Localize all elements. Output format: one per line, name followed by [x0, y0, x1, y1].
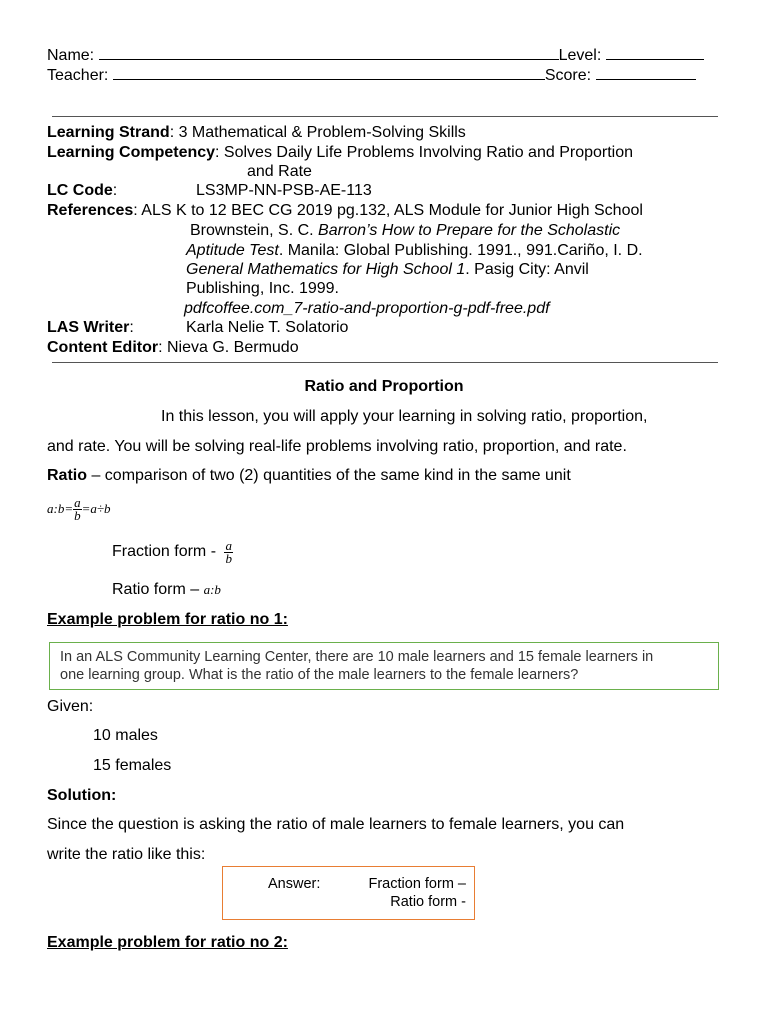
formula-fraction: $\frac{a}{b}$: [74, 494, 81, 523]
level-field[interactable]: [606, 44, 704, 60]
references-line-2: Brownstein, S. C. Barron’s How to Prepare for the Scholastic: [190, 222, 621, 239]
name-label: Name:: [47, 47, 95, 64]
las-writer: LAS Writer:: [47, 319, 134, 336]
references: References: ALS K to 12 BEC CG 2019 pg.132, ALS Module for Junior High School: [47, 202, 643, 219]
example1-heading: Example problem for ratio no 1:: [47, 611, 288, 628]
example1-problem-box: [49, 642, 719, 690]
lc-code-value: LS3MP-NN-PSB-AE-113: [196, 182, 372, 199]
teacher-row: [47, 64, 696, 85]
references-line-3: Aptitude Test. Manila: Global Publishing. 1991., 991.Cariño, I. D.: [186, 242, 643, 259]
bottom-divider: [52, 362, 718, 363]
example2-heading: Example problem for ratio no 2:: [47, 934, 288, 951]
las-writer-value: Karla Nelie T. Solatorio: [186, 319, 349, 336]
given-item-1: 10 males: [93, 727, 158, 744]
given-label: Given:: [47, 698, 94, 715]
ratio-form: Ratio form – a:b: [112, 581, 221, 598]
learning-competency: Learning Competency: Solves Daily Life Problems Involving Ratio and Proportion: [47, 144, 634, 161]
solution-line-2: write the ratio like this:: [47, 846, 206, 863]
given-item-2: 15 females: [93, 757, 172, 774]
score-field[interactable]: [596, 64, 696, 80]
solution-label: Solution:: [47, 787, 117, 804]
level-label: Level:: [558, 47, 602, 64]
answer-label: Answer:: [268, 876, 321, 892]
answer-ratio-form: Ratio form -: [390, 894, 466, 910]
solution-line-1: Since the question is asking the ratio of male learners to female learners, you can: [47, 816, 625, 833]
ratio-definition: Ratio – comparison of two (2) quantities of the same kind in the same unit: [47, 467, 571, 484]
name-row: [47, 44, 704, 65]
example1-problem-line-1: In an ALS Community Learning Center, there are 10 male learners and 15 female learners in: [60, 649, 654, 665]
fraction-form-expr: $\frac{a}{b}$: [225, 537, 232, 566]
name-field[interactable]: [99, 44, 559, 60]
lesson-title: Ratio and Proportion: [304, 378, 464, 395]
teacher-field[interactable]: [113, 64, 545, 80]
references-line-5: Publishing, Inc. 1999.: [186, 280, 339, 297]
content-editor: Content Editor: Nieva G. Bermudo: [47, 339, 299, 356]
references-line-6: pdfcoffee.com_7-ratio-and-proportion-g-pdf-free.pdf: [184, 300, 550, 317]
teacher-label: Teacher:: [47, 67, 109, 84]
example1-problem-line-2: one learning group. What is the ratio of the male learners to the female learners?: [60, 667, 579, 683]
references-line-4: General Mathematics for High School 1. Pasig City: Anvil: [186, 261, 589, 278]
answer-fraction-form: Fraction form –: [368, 876, 466, 892]
score-label: Score:: [544, 67, 592, 84]
ratio-formula: a:b= $\frac{a}{b}$ =a÷b: [47, 494, 111, 523]
lc-code: LC Code:: [47, 182, 118, 199]
intro-line-1: In this lesson, you will apply your learning in solving ratio, proportion,: [161, 408, 648, 425]
answer-box: [222, 866, 475, 920]
learning-competency-cont: and Rate: [247, 163, 312, 180]
learning-strand: Learning Strand: 3 Mathematical & Problem-Solving Skills: [47, 124, 466, 141]
fraction-form: Fraction form - $\frac{a}{b}$: [112, 537, 232, 566]
top-divider: [52, 116, 718, 117]
intro-line-2: and rate. You will be solving real-life problems involving ratio, proportion, and rate.: [47, 438, 627, 455]
